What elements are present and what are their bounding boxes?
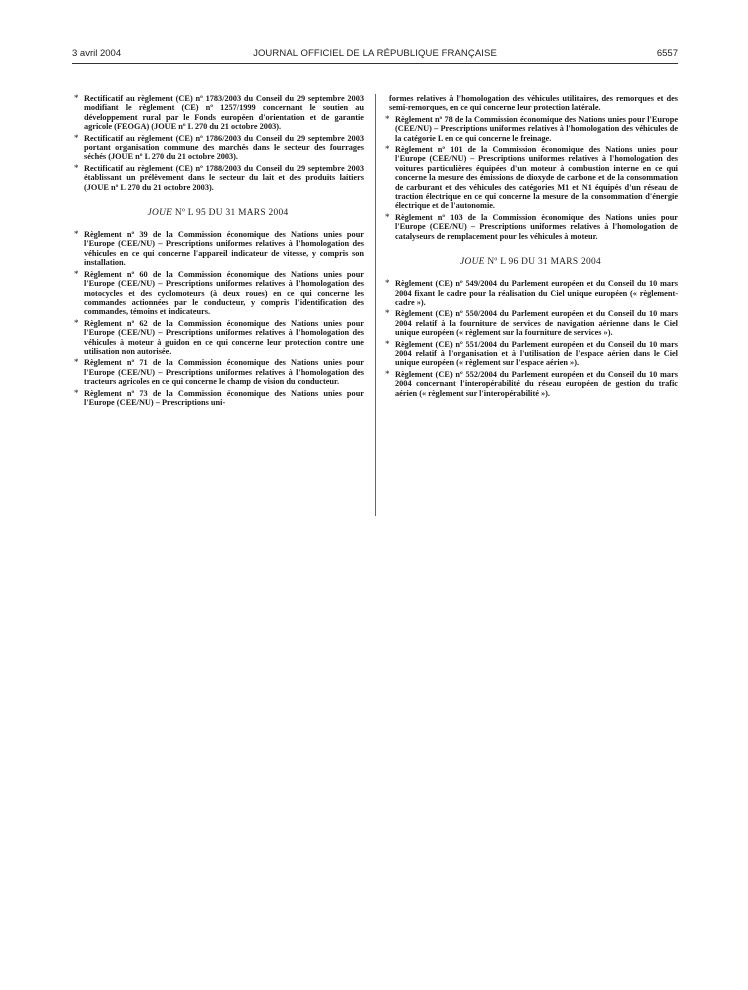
page-header [72, 48, 678, 62]
bullet-asterisk: * [385, 144, 390, 155]
header-rule [72, 63, 678, 64]
list-item [383, 340, 678, 368]
list-item [72, 358, 364, 386]
bullet-asterisk: * [74, 317, 79, 328]
list-item [383, 309, 678, 337]
item-text: Règlement nº 73 de la Commission économique des Nations unies pour l'Europe (CEE/NU) – Prescriptions uni- [84, 388, 364, 407]
list-item [72, 319, 364, 357]
list-item [72, 270, 364, 317]
page-number: 6557 [656, 48, 678, 59]
column-divider [375, 94, 376, 516]
right-list-top [383, 115, 678, 241]
list-item [383, 145, 678, 211]
item-text: Règlement nº 101 de la Commission économique des Nations unies pour l'Europe (CEE/NU) – Prescriptions uniformes relatives à l'homologation des voitures particulières équipées d'un moteur à combustion interne en ce qui concerne la mesure des émissions de dioxyde de carbone et de la consommation de carburant et des véhicules des catégories M1 et N1 équipés d'un réseau de traction électrique en ce qui concerne la mesure de la consommation d'énergie électrique et de l'autonomie. [395, 145, 678, 211]
left-list-top [72, 94, 364, 192]
list-item [72, 134, 364, 162]
bullet-asterisk: * [74, 268, 79, 279]
item-text: Règlement nº 39 de la Commission économique des Nations unies pour l'Europe (CEE/NU) – Prescriptions uniformes relatives à l'homologation des véhicules en ce qui concerne l'appareil indicateur de vitesse, y compris son installation. [84, 230, 364, 268]
continuation-text: formes relatives à l'homologation des véhicules utilitaires, des remorques et des semi-remorques, en ce qui concerne leur protection latérale. [389, 94, 678, 113]
list-item [383, 213, 678, 241]
section-heading-joue-l96 [383, 257, 678, 267]
item-text: Rectificatif au règlement (CE) nº 1788/2003 du Conseil du 29 septembre 2003 établissant un prélèvement dans le secteur du lait et des produits laitiers (JOUE nº L 270 du 21 octobre 2003). [84, 163, 364, 192]
bullet-asterisk: * [385, 113, 390, 124]
bullet-asterisk: * [74, 357, 79, 368]
right-list-bottom [383, 279, 678, 398]
section-heading-joue-l95 [72, 208, 364, 218]
list-item [383, 115, 678, 143]
item-text: Rectificatif au règlement (CE) nº 1786/2003 du Conseil du 29 septembre 2003 portant organisation commune des marchés dans le secteur des fourrages séchés (JOUE nº L 270 du 21 octobre 2003). [84, 133, 364, 162]
item-text: Règlement (CE) nº 549/2004 du Parlement européen et du Conseil du 10 mars 2004 fixant le cadre pour la réalisation du Ciel unique européen (« règlement-cadre »). [395, 279, 678, 307]
bullet-asterisk: * [74, 162, 79, 173]
left-list-bottom [72, 230, 364, 407]
list-item [72, 230, 364, 268]
bullet-asterisk: * [74, 229, 79, 240]
list-item [383, 279, 678, 307]
item-text: Règlement nº 78 de la Commission économique des Nations unies pour l'Europe (CEE/NU) – Prescriptions uniformes relatives à l'homologation des véhicules de la catégorie L en ce qui concerne le freinage. [395, 114, 678, 143]
item-text: Rectificatif au règlement (CE) nº 1783/2003 du Conseil du 29 septembre 2003 modifiant le règlement (CE) nº 1257/1999 concernant le soutien au développement rural par le Fonds européen d'orientation et de garantie agricole (FEOGA) (JOUE nº L 270 du 21 octobre 2003). [84, 94, 364, 132]
item-text: Règlement (CE) nº 552/2004 du Parlement européen et du Conseil du 10 mars 2004 concernant l'interopérabilité du réseau européen de gestion du trafic aérien (« règlement sur l'interopérabilité »). [395, 369, 678, 398]
item-text: Règlement nº 103 de la Commission économique des Nations unies pour l'Europe (CEE/NU) – Prescriptions uniformes relatives à l'homologation de catalyseurs de remplacement pour les véhicules à moteur. [395, 212, 678, 241]
item-text: Règlement nº 60 de la Commission économique des Nations unies pour l'Europe (CEE/NU) – Prescriptions uniformes relatives à l'homologation des motocycles et des cyclomoteurs (à deux roues) en ce qui concerne les commandes actionnées par le conducteur, y compris l'identification des commandes, témoins et indicateurs. [84, 269, 364, 317]
bullet-asterisk: * [385, 278, 390, 289]
right-column [383, 94, 678, 400]
bullet-asterisk: * [385, 211, 390, 222]
item-text: Règlement (CE) nº 550/2004 du Parlement européen et du Conseil du 10 mars 2004 relatif à la fourniture de services de navigation aérienne dans le Ciel unique européen (« règlement sur la fourniture de services »). [395, 309, 678, 338]
header-date: 3 avril 2004 [72, 48, 122, 59]
list-item [72, 164, 364, 192]
bullet-asterisk: * [74, 132, 79, 143]
section-heading-text: Nº L 96 DU 31 MARS 2004 [484, 257, 601, 268]
section-heading-text: Nº L 95 DU 31 MARS 2004 [172, 208, 289, 219]
item-text: Règlement (CE) nº 551/2004 du Parlement européen et du Conseil du 10 mars 2004 relatif à l'organisation et à l'utilisation de l'espace aérien dans le Ciel unique européen (« règlement sur l'espace aérien »). [395, 339, 678, 368]
left-column [72, 94, 364, 409]
journal-title: JOURNAL OFFICIEL DE LA RÉPUBLIQUE FRANÇAISE [253, 48, 497, 59]
item-text: Règlement nº 62 de la Commission économique des Nations unies pour l'Europe (CEE/NU) – Prescriptions uniformes relatives à l'homologation des véhicules à moteur à guidon en ce qui concerne leur protection contre une utilisation non autorisée. [84, 318, 364, 356]
list-item [72, 389, 364, 408]
bullet-asterisk: * [385, 338, 390, 349]
section-heading-prefix: JOUE [460, 257, 485, 268]
bullet-asterisk: * [385, 308, 390, 319]
list-item [72, 94, 364, 132]
bullet-asterisk: * [74, 387, 79, 398]
list-item [383, 370, 678, 398]
bullet-asterisk: * [74, 93, 79, 103]
item-text: Règlement nº 71 de la Commission économique des Nations unies pour l'Europe (CEE/NU) – Prescriptions uniformes relatives à l'homologation des tracteurs agricoles en ce qui concerne le champ de vision du conducteur. [84, 358, 364, 387]
bullet-asterisk: * [385, 368, 390, 379]
section-heading-prefix: JOUE [147, 208, 173, 219]
